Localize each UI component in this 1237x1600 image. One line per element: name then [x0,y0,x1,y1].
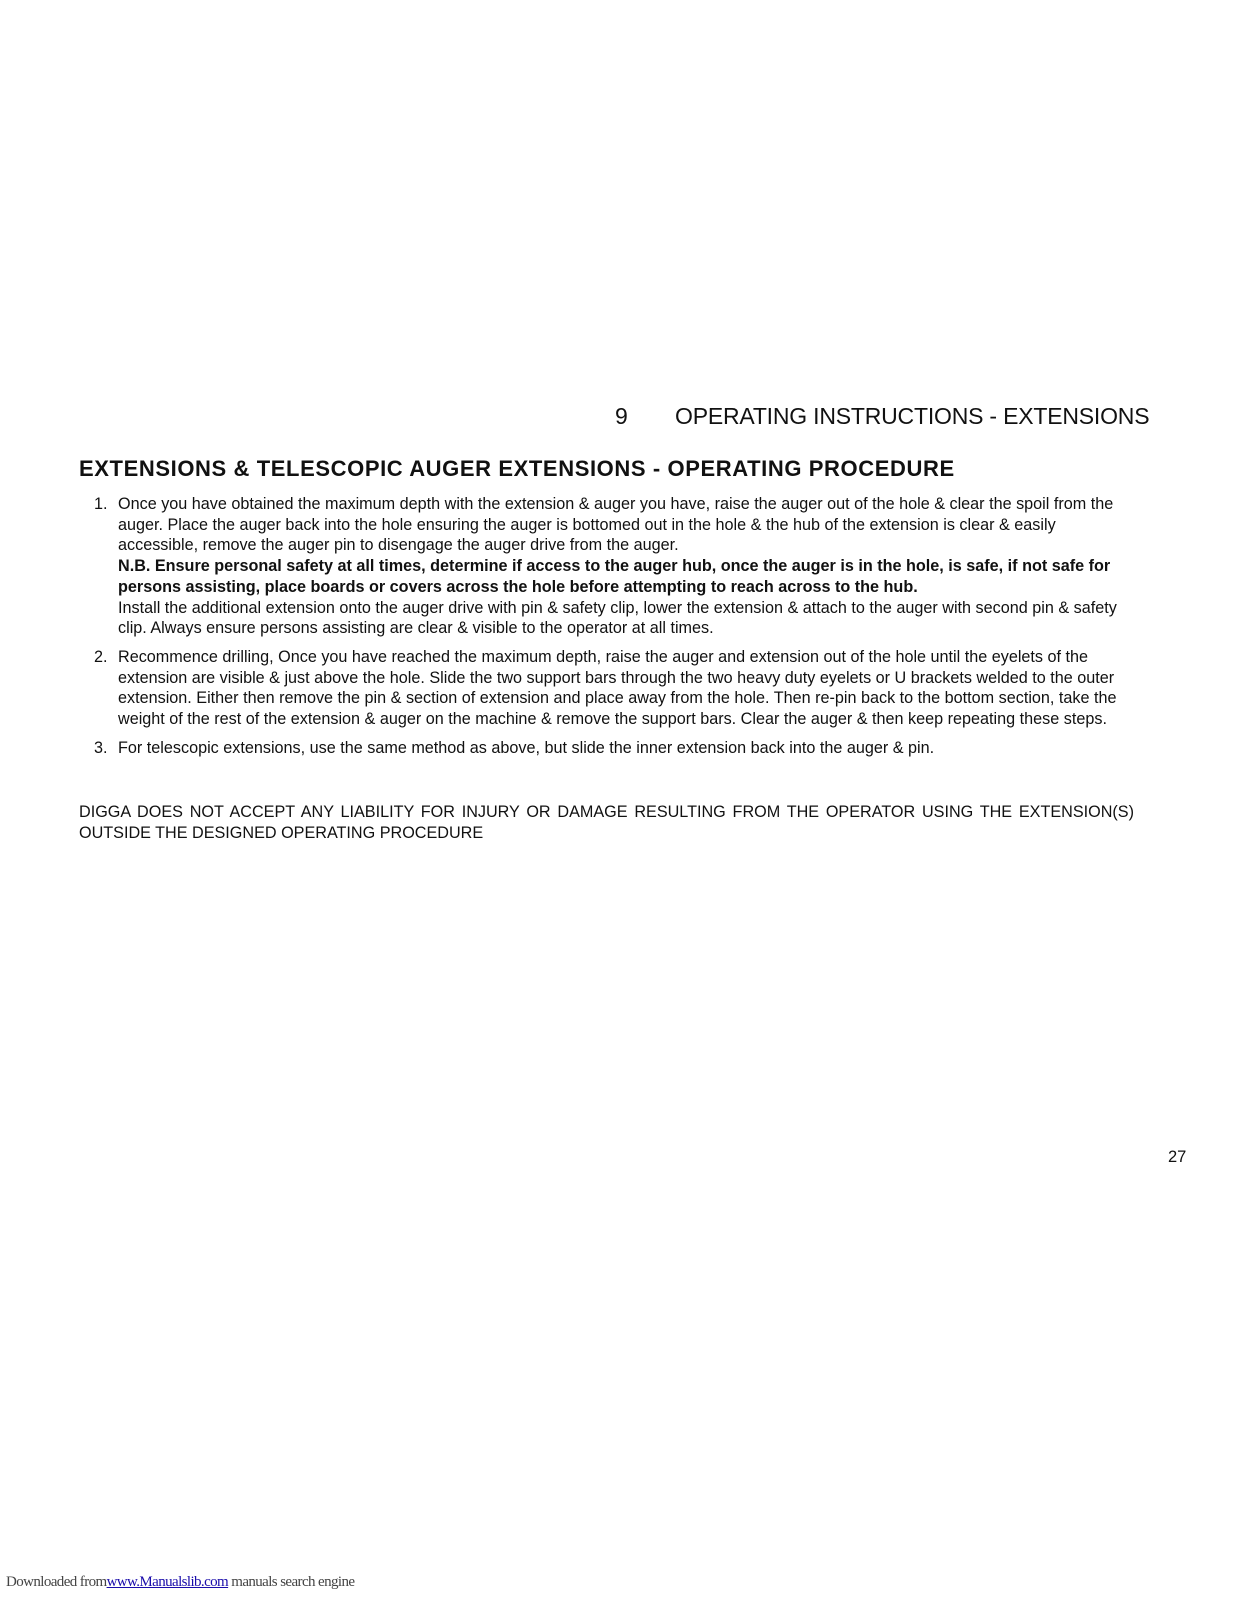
step-text: Recommence drilling, Once you have reached the maximum depth, raise the auger and extension out of the hole until the eyelets of the extension are visible & just above the hole. Slide the two support bars through the two heavy duty eyelets or U brackets welded to the outer extension. Either then remove the pin & section of extension and place away from the hole. Then re-pin back to the bottom section, take the weight of the rest of the extension & auger on the machine & remove the support bars. Clear the auger & then keep repeating these steps. [118,647,1117,729]
section-title: OPERATING INSTRUCTIONS - EXTENSIONS [675,403,1150,429]
step-item [94,494,1134,639]
procedure-steps [94,494,1134,766]
manualslib-link[interactable]: www.Manualslib.com [106,1574,229,1590]
step-number: 1. [94,495,108,513]
step-number: 2. [94,647,108,666]
step-text: For telescopic extensions, use the same method as above, but slide the inner extension back into the auger & pin. [118,738,935,757]
download-footer [6,1574,354,1591]
section-header [615,403,1149,430]
step-number: 3. [94,738,108,757]
step-item [94,647,1134,730]
step-text: Once you have obtained the maximum depth with the extension & auger you have, raise the auger out of the hole & clear the spoil from the auger. Place the auger back into the hole ensuring the auger is bottomed out in the hole & the hub of the extension is clear & easily accessible, remove the auger pin to disengage the auger drive from the auger. [118,495,1114,555]
footer-prefix: Downloaded from [6,1574,107,1590]
step-item [94,738,1134,759]
page-number: 27 [1168,1148,1187,1166]
step-text-continued: Install the additional extension onto the auger drive with pin & safety clip, lower the extension & attach to the auger with second pin & safety clip. Always ensure persons assisting are clear & visible to the operator at all times. [118,598,1117,638]
footer-suffix: manuals search engine [228,1574,355,1590]
section-number: 9 [615,403,628,429]
page-title: EXTENSIONS & TELESCOPIC AUGER EXTENSIONS - OPERATING PROCEDURE [79,456,955,481]
liability-disclaimer: DIGGA DOES NOT ACCEPT ANY LIABILITY FOR INJURY OR DAMAGE RESULTING FROM THE OPERATOR USING THE EXTENSION(S) OUTSIDE THE DESIGNED OPERATING PROCEDURE [79,803,1134,842]
safety-note: N.B. Ensure personal safety at all times, determine if access to the auger hub, once the auger is in the hole, is safe, if not safe for persons assisting, place boards or covers across the hole before attempting to reach across to the hub. [118,557,1111,596]
